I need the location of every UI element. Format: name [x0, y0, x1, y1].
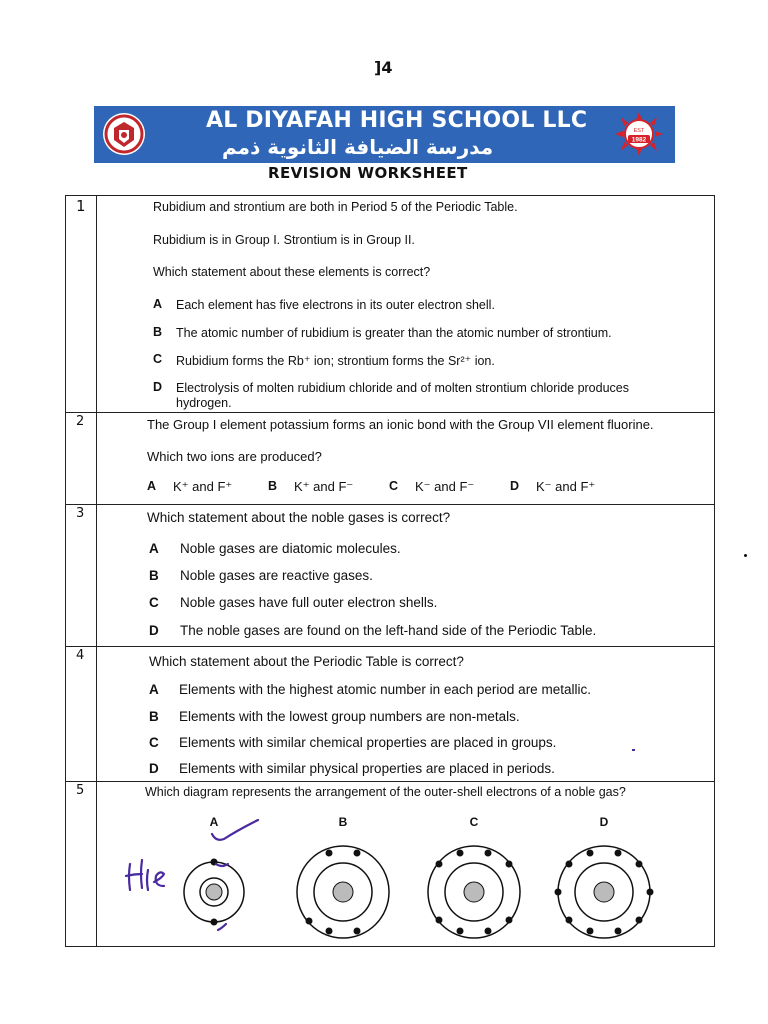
question-4	[140, 647, 666, 780]
est-year: 1982	[631, 136, 647, 144]
est-emblem-icon	[611, 110, 667, 158]
option-letter: A	[153, 297, 163, 311]
question-prompt: Which statement about these elements is correct?	[153, 265, 431, 279]
question-text: The Group I element potassium forms an ionic bond with the Group VII element fluorine.	[147, 417, 654, 432]
option-text: Noble gases are diatomic molecules.	[180, 541, 401, 556]
option-letter: D	[149, 623, 159, 638]
checkmark-icon	[212, 820, 258, 840]
option-text: The noble gases are found on the left-hand side of the Periodic Table.	[180, 623, 597, 638]
option-letter: B	[149, 568, 159, 583]
option-text: Elements with similar chemical properties are placed in groups.	[179, 735, 557, 750]
question-text: Rubidium and strontium are both in Period 5 of the Periodic Table.	[153, 200, 518, 214]
option-text: K⁻ and F⁻	[415, 479, 475, 494]
option-text: hydrogen.	[176, 396, 232, 410]
option-letter: B	[153, 325, 163, 339]
diagram-label: B	[338, 815, 348, 829]
question-number: 1	[76, 197, 86, 215]
diagram-c	[428, 846, 520, 938]
option-text: Electrolysis of molten rubidium chloride and of molten strontium chloride produces	[176, 381, 629, 395]
school-name-english: AL DIYAFAH HIGH SCHOOL LLC	[206, 108, 588, 133]
diagram-label: A	[209, 815, 219, 829]
worksheet-title: REVISION WORKSHEET	[268, 164, 468, 182]
option-text: Elements with similar physical properties are placed in periods.	[179, 761, 555, 776]
option-text: Rubidium forms the Rb⁺ ion; strontium forms the Sr²⁺ ion.	[176, 354, 495, 368]
option-text: Elements with the highest atomic number in each period are metallic.	[179, 682, 591, 697]
handwritten-he	[129, 864, 130, 890]
option-letter: C	[153, 352, 163, 366]
question-number: 3	[76, 506, 85, 521]
option-text: Noble gases are reactive gases.	[180, 568, 373, 583]
option-letter: D	[510, 479, 520, 493]
stray-dot	[744, 554, 747, 557]
school-name-arabic: مدرسة الضيافة الثانوية ذمم	[222, 135, 494, 159]
option-text: K⁺ and F⁻	[294, 479, 354, 494]
option-text: Noble gases have full outer electron shells.	[180, 595, 438, 610]
option-text: Each element has five electrons in its outer electron shell.	[176, 298, 495, 312]
question-text: Rubidium is in Group I. Strontium is in Group II.	[153, 233, 415, 247]
question-number: 2	[76, 414, 85, 429]
question-2	[140, 413, 674, 503]
option-text: Elements with the lowest group numbers are non-metals.	[179, 709, 520, 724]
page-number: ]4	[374, 58, 393, 77]
handwritten-annotation	[120, 812, 270, 942]
question-3	[140, 505, 666, 645]
option-text: K⁺ and F⁺	[173, 479, 233, 494]
question-1	[140, 196, 666, 412]
option-letter: B	[268, 479, 278, 493]
question-prompt: Which two ions are produced?	[147, 449, 322, 464]
diagram-d	[555, 846, 654, 938]
school-crest-icon	[100, 110, 148, 158]
question-number: 4	[76, 648, 85, 663]
option-letter: C	[149, 595, 159, 610]
question-prompt: Which statement about the noble gases is correct?	[147, 510, 451, 525]
question-prompt: Which diagram represents the arrangement of the outer-shell electrons of a noble gas?	[145, 785, 626, 799]
option-letter: B	[149, 709, 159, 724]
option-letter: A	[149, 682, 159, 697]
option-letter: C	[389, 479, 399, 493]
option-letter: A	[147, 479, 157, 493]
option-text: K⁻ and F⁺	[536, 479, 596, 494]
option-letter: D	[149, 761, 159, 776]
diagram-b	[297, 846, 389, 938]
est-label: EST	[633, 128, 645, 134]
option-text: The atomic number of rubidium is greater than the atomic number of strontium.	[176, 326, 612, 340]
option-letter: D	[153, 380, 163, 394]
option-letter: C	[149, 735, 159, 750]
ink-mark	[632, 749, 635, 751]
question-number: 5	[76, 783, 85, 798]
question-prompt: Which statement about the Periodic Table is correct?	[149, 654, 464, 669]
diagram-label: D	[599, 815, 609, 829]
school-banner	[94, 106, 675, 163]
diagram-label: C	[469, 815, 479, 829]
option-letter: A	[149, 541, 159, 556]
